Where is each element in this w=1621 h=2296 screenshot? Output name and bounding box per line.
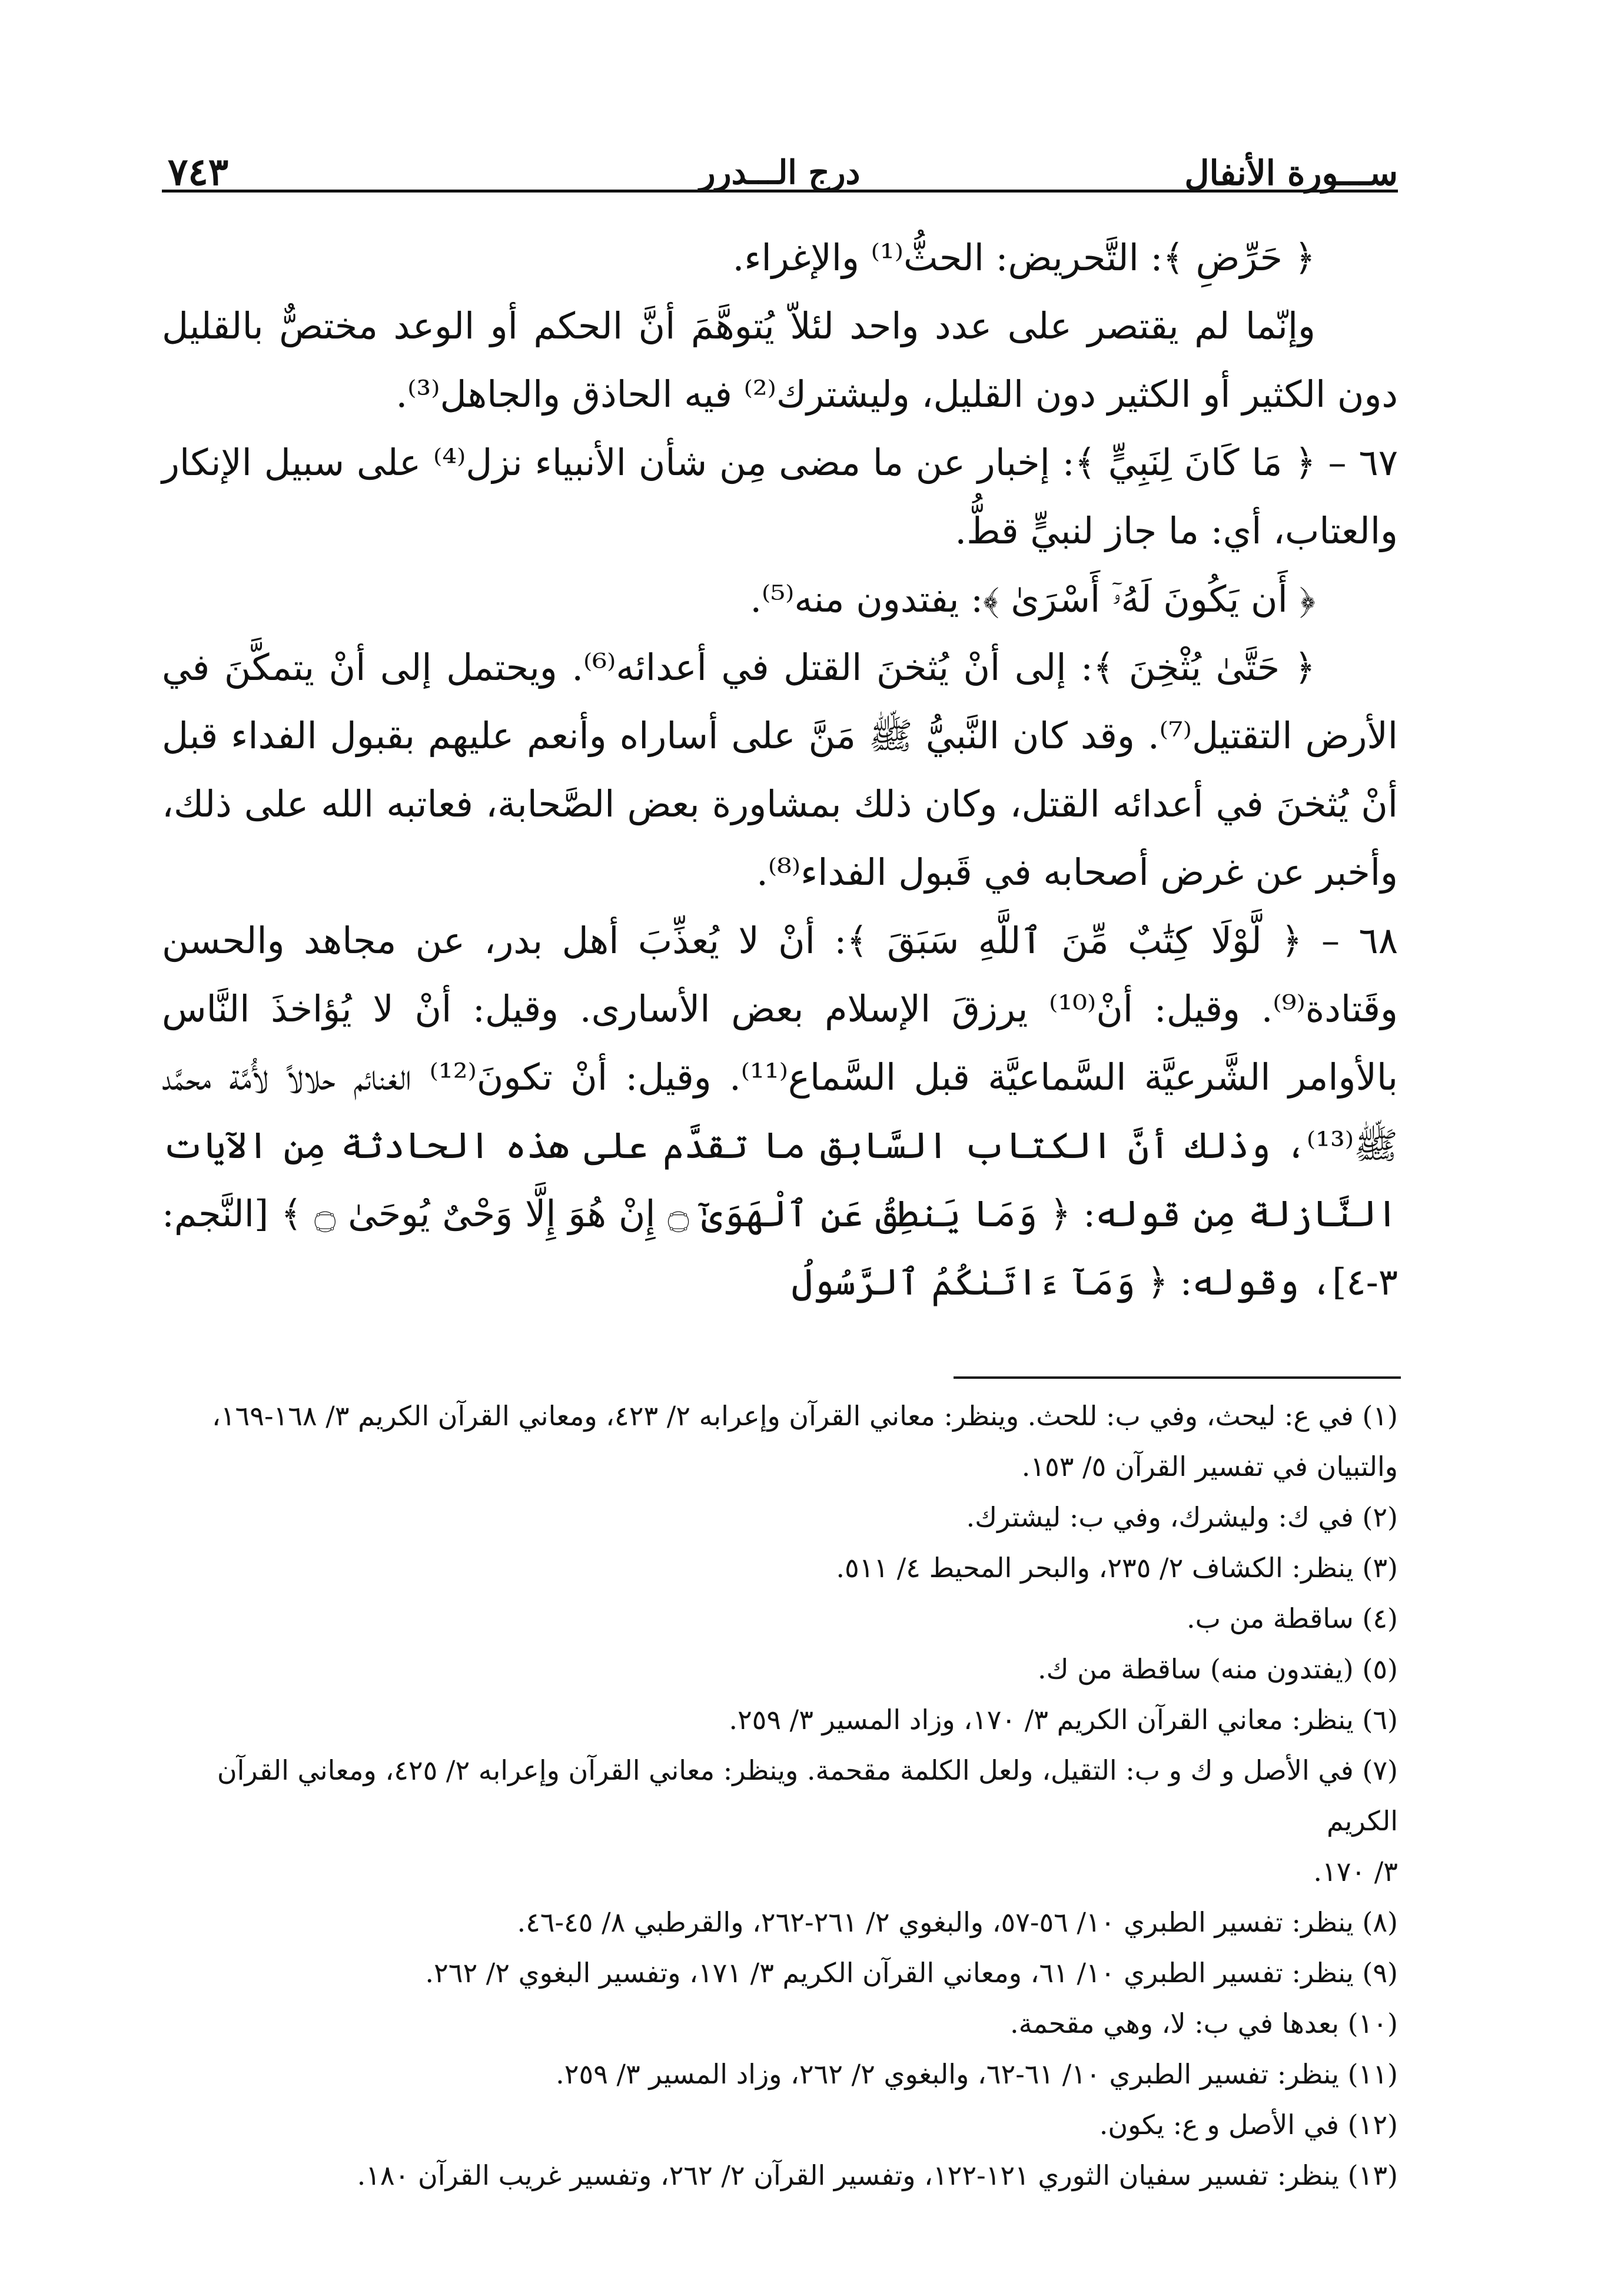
footnote: (١) في ع: ليحث، وفي ب: للحث. وينظر: معاني القرآن وإعرابه ٢/ ٤٢٣، ومعاني القرآن الكريم ٣/ ١٦٨-١٦٩،	[211, 1400, 1398, 1432]
paragraph: وإنّما لم يقتصر على عدد واحد لئلاّ يُتوهَّمَ أنَّ الحكم أو الوعد مختصٌّ بالقليل دون الكثير أو الكثير دون القليل، وليشترك⁽²⁾ فيه الحاذق والجاهل⁽³⁾.	[162, 304, 1398, 416]
book-title: درج الـــدرر	[699, 153, 861, 192]
paragraph: ﴿ حَتَّىٰ يُثْخِنَ ﴾: إلى أنْ يُثخنَ القتل في أعدائه⁽⁶⁾. ويحتمل إلى أنْ يتمكَّنَ في الأرض التقتيل⁽⁷⁾. وقد كان النَّبيُّ ﷺ مَنَّ على أساراه وأنعم عليهم بقبول الفداء قبل أنْ يُثخنَ في أعدائه القتل، وكان ذلك بمشاورة بعض الصَّحابة، فعاتبه الله على ذلك، وأخبر عن غرض أصحابه في قَبول الفداء⁽⁸⁾.	[162, 646, 1398, 894]
surah-title: ســـورة الأنفال	[1184, 153, 1398, 193]
footnote: (٤) ساقطة من ب.	[1186, 1602, 1398, 1634]
paragraph-verse-68: ٦٨ – ﴿ لَّوْلَا كِتَٰبٌ مِّنَ ٱللَّهِ سَبَقَ ﴾: أنْ لا يُعذِّبَ أهل بدر، عن مجاهد والحسن وقَتادة⁽⁹⁾. وقيل: أنْ⁽¹⁰⁾ يرزقَ الإسلام بعض الأسارى. وقيل: أنْ لا يُؤاخذَ النَّاس بالأوامر الشَّرعيَّة السَّماعيَّة قبل السَّماع⁽¹¹⁾. وقيل: أنْ تكونَ⁽¹²⁾ الغنائم حلالاً لأُمَّة محمَّد ﷺ⁽¹³⁾، وذلك أنَّ الكتاب السَّابق ما تقدَّم على هذه الحادثة مِن الآيات النَّازلة مِن قوله: ﴿ وَمَا يَنطِقُ عَنِ ٱلْهَوَىٰٓ ۝ إِنْ هُوَ إِلَّا وَحْىٌ يُوحَىٰ ۝ ﴾ [النَّجم: ٣-٤]، وقوله: ﴿ وَمَآ ءَاتَىٰكُمُ ٱلرَّسُولُ	[162, 919, 1398, 1303]
footnote-continuation: والتبيان في تفسير القرآن ٥/ ١٥٣.	[1021, 1451, 1398, 1482]
footnote: (٧) في الأصل و ك و ب: التقيل، ولعل الكلمة مقحمة. وينظر: معاني القرآن وإعرابه ٢/ ٤٢٥، ومعاني القرآن الكريم	[217, 1754, 1398, 1837]
footnote: (١٣) ينظر: تفسير سفيان الثوري ١٢١-١٢٢، وتفسير القرآن ٢/ ٢٦٢، وتفسير غريب القرآن ١٨٠.	[357, 2159, 1398, 2191]
paragraph: ﴿ حَرِّضِ ﴾: التَّحريض: الحثُّ⁽¹⁾ والإغراء.	[732, 236, 1316, 279]
footnote: (٨) ينظر: تفسير الطبري ١٠/ ٥٦-٥٧، والبغوي ٢/ ٢٦١-٢٦٢، والقرطبي ٨/ ٤٥-٤٦.	[517, 1906, 1398, 1938]
footnote: (١٠) بعدها في ب: لا، وهي مقحمة.	[1010, 2008, 1398, 2039]
paragraph-verse-67: ٦٧ – ﴿ مَا كَانَ لِنَبِيٍّ ﴾: إخبار عن ما مضى مِن شأن الأنبياء نزل⁽⁴⁾ على سبيل الإنكار والعتاب، أي: ما جاز لنبيٍّ قطُّ.	[162, 441, 1399, 552]
header-rule	[162, 190, 1398, 193]
footnote-continuation: ٣/ ١٧٠.	[1313, 1856, 1398, 1887]
footnote: (١٢) في الأصل و ع: يكون.	[1099, 2109, 1398, 2141]
footnote: (٣) ينظر: الكشاف ٢/ ٢٣٥، والبحر المحيط ٤/ ٥١١.	[836, 1552, 1398, 1584]
main-text	[162, 224, 1398, 1316]
footnote: (٢) في ك: وليشرك، وفي ب: ليشترك.	[966, 1501, 1398, 1533]
page-header	[162, 150, 1398, 194]
footnote: (٦) ينظر: معاني القرآن الكريم ٣/ ١٧٠، وزاد المسير ٣/ ٢٥٩.	[729, 1704, 1398, 1736]
paragraph: ﴿ أَن يَكُونَ لَهُۥٓ أَسْرَىٰ ﴾: يفتدون منه⁽⁵⁾.	[750, 578, 1316, 621]
footnotes	[162, 1391, 1398, 2201]
footnote: (٥) (يفتدون منه) ساقطة من ك.	[1037, 1653, 1398, 1685]
footnote: (٩) ينظر: تفسير الطبري ١٠/ ٦١، ومعاني القرآن الكريم ٣/ ١٧١، وتفسير البغوي ٢/ ٢٦٢.	[425, 1957, 1398, 1989]
footnote-separator	[954, 1376, 1401, 1379]
page-number: ٧٤٣	[168, 150, 229, 194]
footnote: (١١) ينظر: تفسير الطبري ١٠/ ٦١-٦٢، والبغوي ٢/ ٢٦٢، وزاد المسير ٣/ ٢٥٩.	[556, 2058, 1398, 2090]
